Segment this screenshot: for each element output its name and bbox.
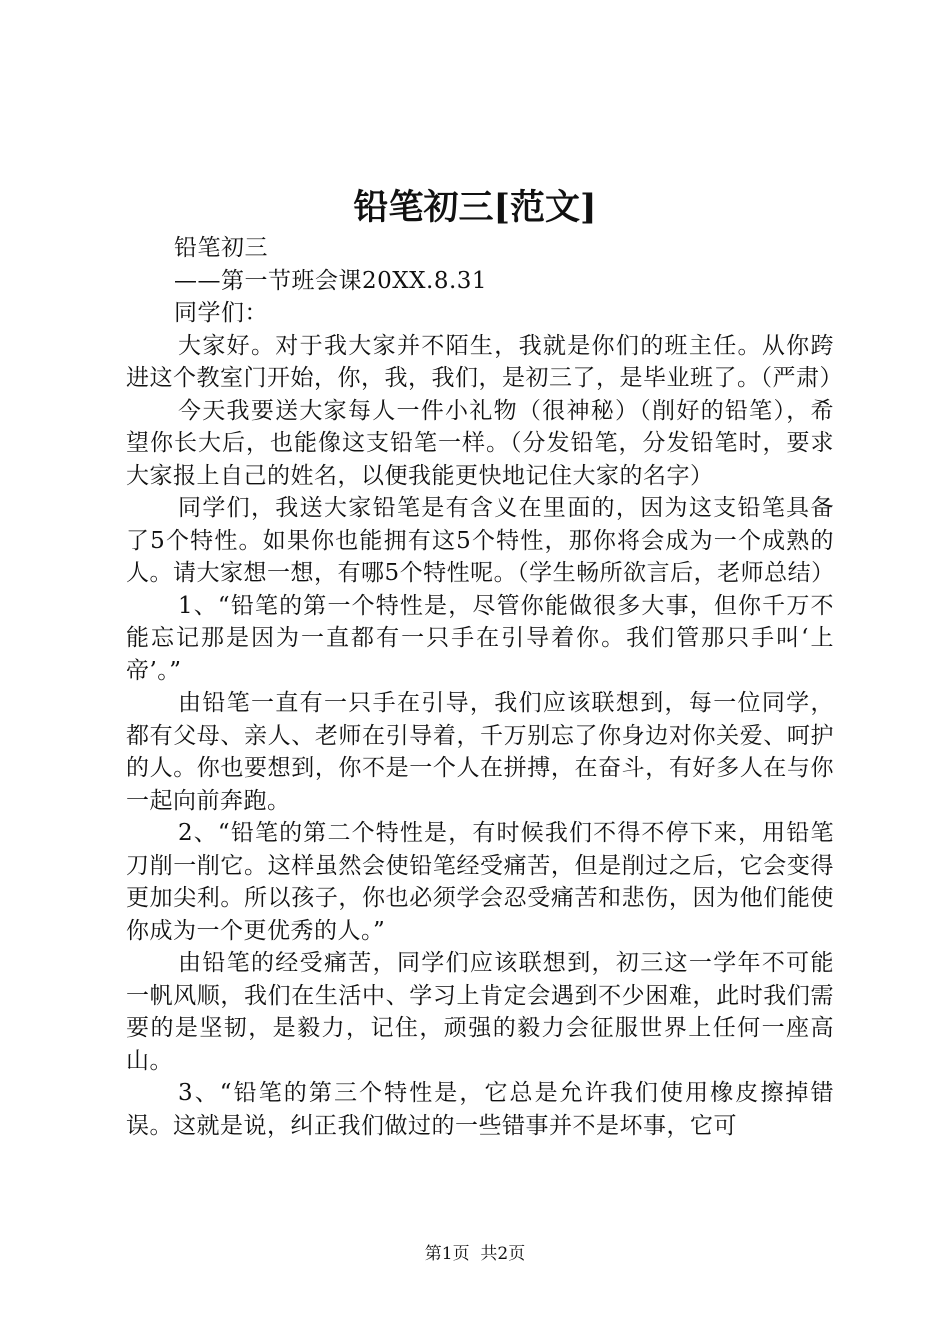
paragraph: 今天我要送大家每人一件小礼物（很神秘）（削好的铅笔），希望你长大后，也能像这支铅笔一样。（分发铅笔，分发铅笔时，要求大家报上自己的姓名，以便我能更快地记住大家的名字） <box>126 397 834 489</box>
page-footer <box>0 1242 950 1266</box>
salutation-line: 同学们： <box>174 300 268 326</box>
document-body <box>126 232 843 1142</box>
page-title: 铅笔初三[范文] <box>353 187 597 228</box>
paragraph: 3、“铅笔的第三个特性是，它总是允许我们使用橡皮擦掉错误。这就是说，纠正我们做过的一些错事并不是坏事，它可 <box>126 1080 834 1139</box>
session-line: ——第一节班会课20XX.8.31 <box>174 267 488 294</box>
paragraph: 同学们，我送大家铅笔是有含义在里面的，因为这支铅笔具备了5个特性。如果你也能拥有这5个特性，那你将会成为一个成熟的人。请大家想一想，有哪5个特性呢。（学生畅所欲言后，老师总结） <box>126 495 835 586</box>
paragraph: 由铅笔一直有一只手在引导，我们应该联想到，每一位同学，都有父母、亲人、老师在引导着，千万别忘了你身边对你关爱、呵护的人。你也要想到，你不是一个人在拼搏，在奋斗，有好多人在与你一起向前奔跑。 <box>126 690 834 814</box>
paragraph: 2、“铅笔的第二个特性是，有时候我们不得不停下来，用铅笔刀削一削它。这样虽然会使铅笔经受痛苦，但是削过之后，它会变得更加尖利。所以孩子，你也必须学会忍受痛苦和悲伤，因为他们能使你成为一个更优秀的人。” <box>126 820 834 944</box>
paragraph: 大家好。对于我大家并不陌生，我就是你们的班主任。从你跨进这个教室门开始，你，我，我们，是初三了，是毕业班了。（严肃） <box>126 332 843 391</box>
paragraph: 由铅笔的经受痛苦，同学们应该联想到，初三这一学年不可能一帆风顺，我们在生活中、学习上肯定会遇到不少困难，此时我们需要的是坚韧，是毅力，记住，顽强的毅力会征服世界上任何一座高山。 <box>126 950 834 1074</box>
subtitle-line: 铅笔初三 <box>174 235 268 261</box>
paragraph: 1、“铅笔的第一个特性是，尽管你能做很多大事，但你千万不能忘记那是因为一直都有一只手在引导着你。我们管那只手叫‘上帝’。” <box>126 592 834 684</box>
page-number: 第1页 共2页 <box>424 1244 526 1264</box>
